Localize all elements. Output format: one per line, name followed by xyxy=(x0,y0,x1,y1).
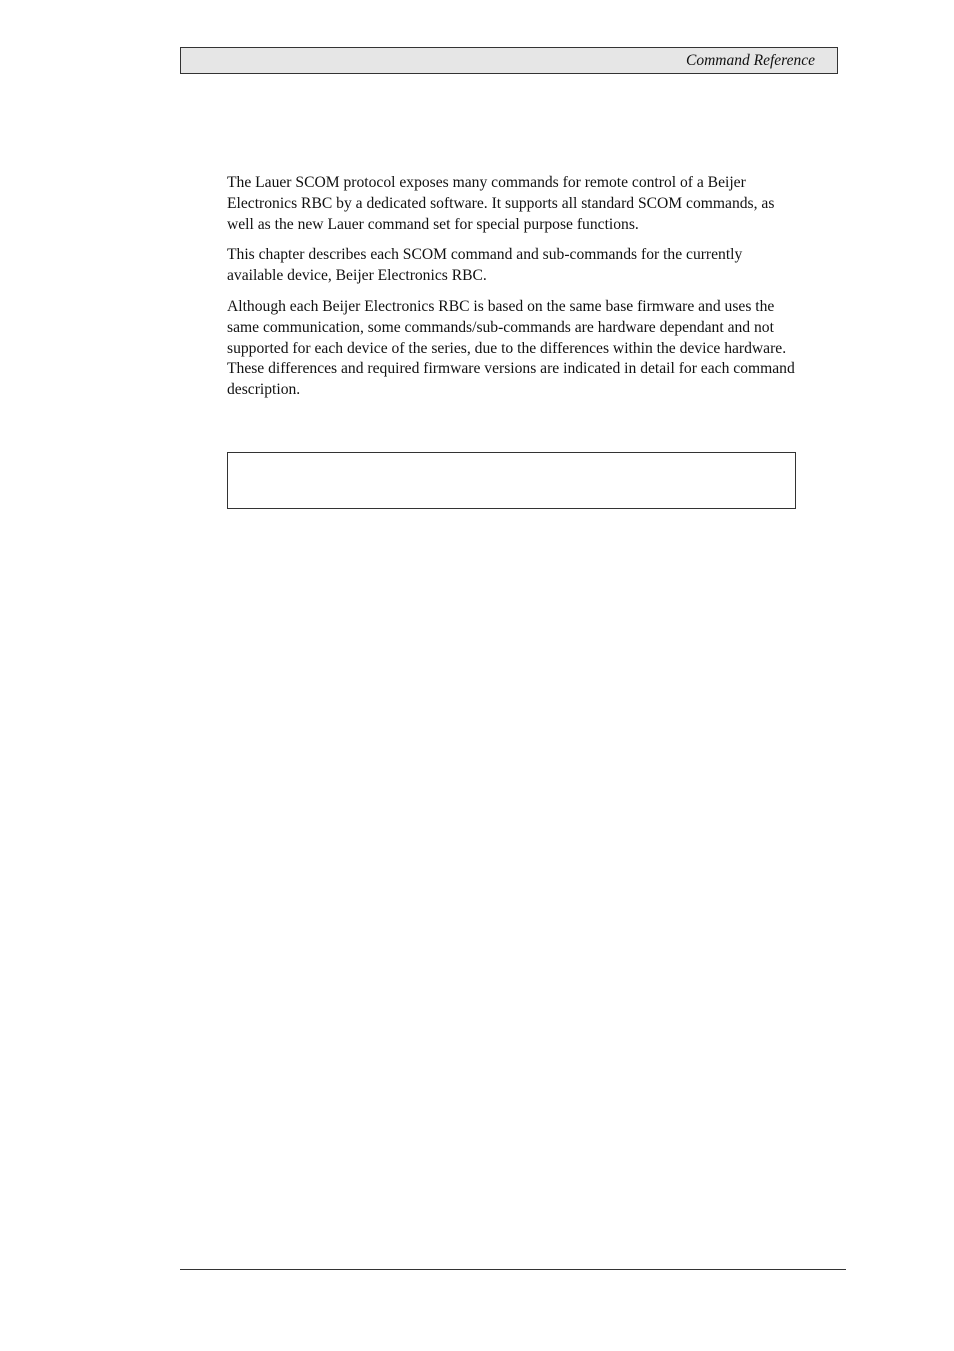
page-header-box xyxy=(180,47,838,74)
body-text xyxy=(227,173,795,411)
paragraph-hardware-dependency: Although each Beijer Electronics RBC is based on the same base firmware and uses the same communication, some commands/sub-commands are hardware dependant and not supported for each device of the series, due to the differences within the device hardware. These differences and required firmware versions are indicated in detail for each command description. xyxy=(227,297,795,399)
note-box xyxy=(227,452,796,509)
paragraph-chapter-description: This chapter describes each SCOM command and sub-commands for the currently available device, Beijer Electronics RBC. xyxy=(227,246,743,285)
header-title: Command Reference xyxy=(686,52,815,69)
footer-rule xyxy=(180,1269,846,1270)
paragraph-intro: The Lauer SCOM protocol exposes many commands for remote control of a Beijer Electronics RBC by a dedicated software. It supports all standard SCOM commands, as well as the new Lauer command set for special purpose functions. xyxy=(227,174,775,233)
